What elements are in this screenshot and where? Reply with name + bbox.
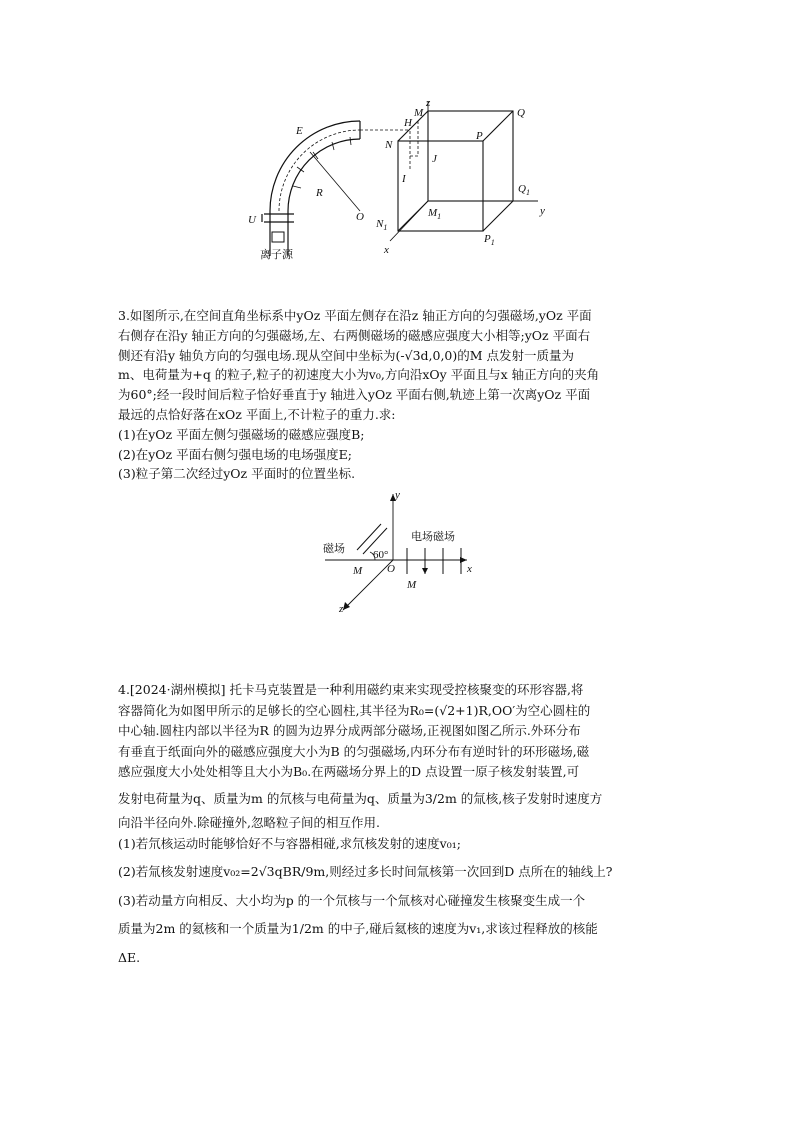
problem-4-line: 向沿半径向外.除碰撞外,忽略粒子间的相互作用.	[118, 815, 380, 830]
problem-3-questions	[118, 425, 678, 484]
axes-2	[325, 494, 467, 610]
problem-4-line: 容器简化为如图甲所示的足够长的空心圆柱,其半径为R₀=(√2+1)R,OO′为空心圆柱的	[118, 702, 591, 718]
problem-3	[118, 306, 678, 484]
label-M: M	[414, 107, 424, 119]
question-1: (1)若氘核运动时能够恰好不与容器相碰,求氘核发射的速度v₀₁;	[118, 835, 461, 851]
label-P1: $P_1$	[484, 233, 495, 247]
channel-inner-arc	[288, 139, 360, 211]
question-1: (1)在yOz 平面左侧匀强磁场的磁感应强度B;	[118, 426, 365, 442]
channel-field-arrows	[293, 137, 351, 188]
label-J: J	[432, 153, 437, 165]
label-left-field: 磁场	[323, 542, 345, 555]
problem-4-line: 4.[2024·湖州模拟] 托卡马克装置是一种利用磁约束来实现受控核聚变的环形容器,将	[118, 682, 584, 697]
label-O2: O	[387, 563, 395, 575]
right-field-arrows	[407, 548, 461, 574]
label-y2: y	[395, 489, 400, 501]
radius-line	[310, 152, 360, 211]
label-M-right: M	[407, 579, 417, 591]
label-M-left: M	[353, 565, 363, 577]
label-ion-source: 离子源	[260, 248, 293, 261]
problem-4-stem	[118, 680, 678, 834]
z-arrowhead	[343, 602, 350, 610]
label-angle: 60°	[373, 549, 389, 561]
cube	[398, 111, 513, 231]
problem-3-line: 为60°;经一段时间后粒子恰好垂直于y 轴进入yOz 平面右侧,轨迹上第一次离yOz 平面	[118, 387, 591, 403]
label-z: z	[426, 97, 431, 109]
problem-3-line: 3.如图所示,在空间直角坐标系中yOz 平面左侧存在沿z 轴正方向的匀强磁场,yOz 平面	[118, 308, 592, 323]
question-2: (2)若氚核发射速度v₀₂=2√3qBR/9m,则经过多长时间氚核第一次回到D 点所在的轴线上?	[118, 864, 613, 879]
problem-3-line: 侧还有沿y 轴负方向的匀强电场.现从空间中坐标为(-√3d,0,0)的M 点发射一质量为	[118, 347, 575, 363]
label-y: y	[540, 205, 545, 217]
figure-2	[315, 488, 475, 618]
channel-outer-arc	[270, 121, 360, 211]
problem-3-stem	[118, 306, 678, 425]
label-O: O	[356, 211, 364, 223]
label-x2: x	[467, 563, 472, 575]
label-N1: $N_1$	[376, 218, 388, 232]
problem-4-line: 中心轴.圆柱内部以半径为R 的圆为边界分成两部分磁场,正视图如图乙所示.外环分布	[118, 723, 581, 738]
figure-1-drawing	[238, 96, 568, 266]
label-H: H	[404, 117, 412, 129]
label-N: N	[385, 139, 393, 151]
problem-3-line: 右侧存在沿y 轴正方向的匀强磁场,左、右两侧磁场的磁感应强度大小相等;yOz 平面右	[118, 327, 591, 343]
label-I: I	[402, 173, 406, 185]
label-z2: z	[339, 603, 344, 615]
problem-4	[118, 680, 678, 968]
ion-source-box	[272, 232, 284, 242]
figure-2-drawing	[315, 488, 475, 618]
axes	[390, 101, 538, 241]
problem-4-line: 感应强度大小处处相等且大小为B₀.在两磁场分界上的D 点设置一原子核发射装置,可	[118, 764, 580, 779]
problem-3-line: m、电荷量为+q 的粒子,粒子的初速度大小为v₀,方向沿xOy 平面且与x 轴正方向的夹角	[118, 367, 600, 383]
problem-4-questions	[118, 834, 678, 969]
field-arrowhead	[422, 568, 428, 574]
label-U: U	[248, 214, 256, 226]
label-E: E	[296, 125, 303, 137]
problem-4-line: 有垂直于纸面向外的磁感应强度大小为B 的匀强磁场,内环分布有逆时针的环形磁场,磁	[118, 743, 590, 759]
problem-3-line: 最远的点恰好落在xOz 平面上,不计粒子的重力.求:	[118, 406, 396, 422]
label-M1: $M_1$	[428, 207, 442, 221]
question-2: (2)在yOz 平面右侧匀强电场的电场强度E;	[118, 446, 352, 462]
question-3-cont: 质量为2m 的氦核和一个质量为1/2m 的中子,碰后氦核的速度为v₁,求该过程释放的核能	[118, 921, 598, 936]
label-P: P	[476, 130, 483, 142]
question-3-end: ΔE.	[118, 949, 141, 965]
label-x: x	[384, 244, 389, 256]
label-R: R	[316, 187, 323, 199]
accelerating-plates	[262, 214, 294, 222]
label-Q: Q	[517, 107, 525, 119]
label-Q1: $Q_1$	[518, 183, 530, 197]
figure-1	[238, 96, 568, 266]
problem-4-line: 发射电荷量为q、质量为m 的氘核与电荷量为q、质量为3/2m 的氚核,核子发射时速度方	[118, 790, 603, 806]
question-3: (3)若动量方向相反、大小均为p 的一个氘核与一个氚核对心碰撞发生核聚变生成一个	[118, 892, 586, 908]
question-3: (3)粒子第二次经过yOz 平面时的位置坐标.	[118, 466, 356, 482]
label-right-field: 电场磁场	[411, 530, 455, 543]
